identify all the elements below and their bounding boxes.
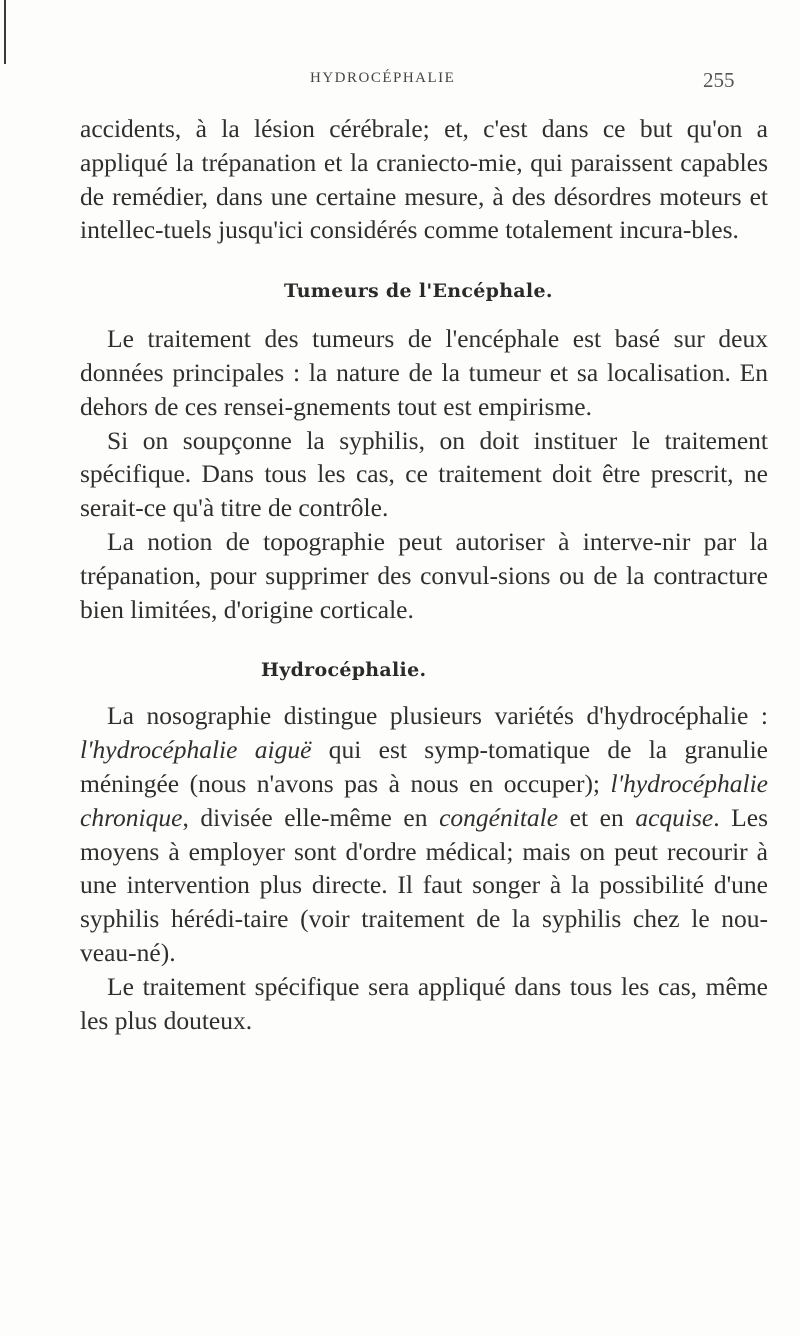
italic-term: acquise [635, 802, 714, 832]
paragraph-tumeurs-3: La notion de topographie peut autoriser à interve-nir par la trépanation, pour supprimer des convul-sions ou de la contracture bien limitées, d'origine corticale. [80, 526, 768, 624]
paragraph-hydro-2: Le traitement spécifique sera appliqué dans tous les cas, même les plus douteux. [80, 971, 768, 1035]
text-run: La nosographie distingue plusieurs variétés d'hydrocéphalie : [107, 701, 768, 731]
italic-term: l'hydrocéphalie chronique [80, 768, 768, 832]
paragraph-hydro-1 [80, 699, 768, 969]
text-run: et en [558, 802, 636, 832]
page-number: 255 [703, 68, 735, 92]
margin-rule [4, 0, 6, 64]
section-heading-hydrocephalie: Hydrocéphalie. [261, 659, 427, 682]
text-run: qui est symp-tomatique de la granulie méningée (nous n'avons pas à nous en occuper); [80, 735, 768, 798]
text-run: , divisée elle-même en [182, 802, 440, 832]
running-head [0, 70, 800, 94]
italic-term: congénitale [439, 802, 559, 832]
paragraph-tumeurs-2: Si on soupçonne la syphilis, on doit instituer le traitement spécifique. Dans tous les cas, ce traitement doit être prescrit, ne serait-ce qu'à titre de contrôle. [80, 425, 768, 523]
paragraph-tumeurs-1: Le traitement des tumeurs de l'encéphale est basé sur deux données principales : la nature de la tumeur et sa localisation. En dehors de ces rensei-gnements tout est empirisme. [80, 324, 768, 421]
paragraph-continued: accidents, à la lésion cérébrale; et, c'est dans ce but qu'on a appliqué la trépanation et la craniecto-mie, qui paraissent capables de remédier, dans une certaine mesure, à des désordres moteurs et intellec-tuels jusqu'ici considérés comme totalement incura-bles. [80, 114, 768, 245]
text-run: . Les moyens à employer sont d'ordre médical; mais on peut recourir à une intervention plus directe. Il faut songer à la possibilité d'une syphilis hérédi-taire (voir traitement de la syphilis chez le nou-veau-né). [80, 802, 768, 967]
italic-term: l'hydrocéphalie aiguë [80, 735, 312, 765]
section-heading-tumeurs: Tumeurs de l'Encéphale. [284, 280, 553, 303]
running-title: HYDROCÉPHALIE [310, 70, 456, 86]
text-block [80, 112, 768, 1037]
